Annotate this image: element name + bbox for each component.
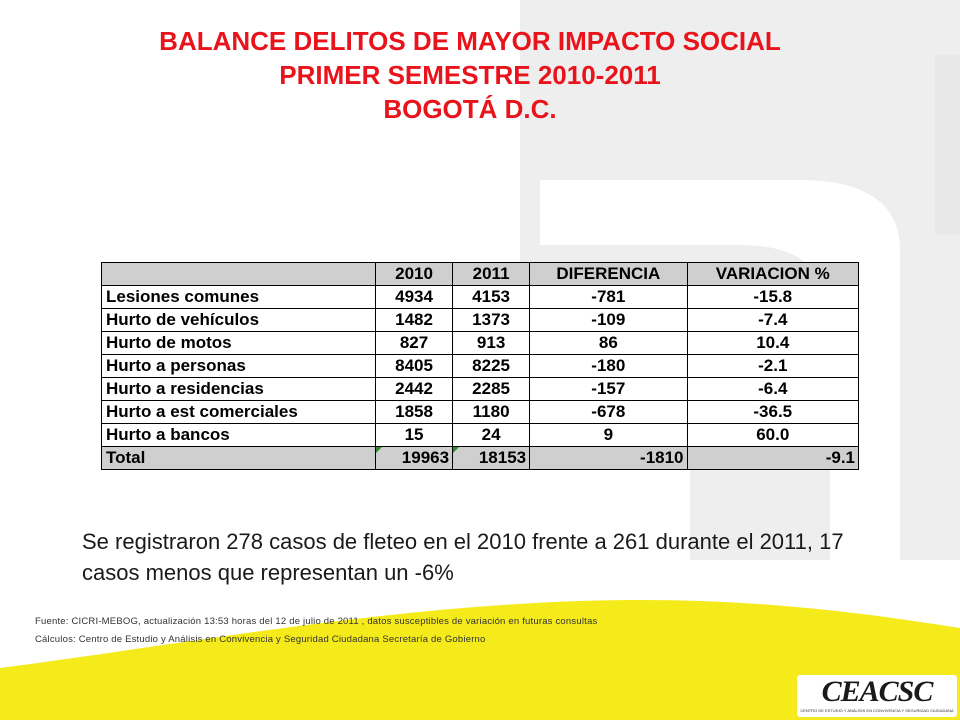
logo-subtitle: CENTRO DE ESTUDIO Y ANÁLISIS EN CONVIVENCIA Y SEGURIDAD CIUDADANA (800, 708, 954, 713)
total-var (687, 447, 858, 470)
total-label-text: Total (106, 448, 146, 467)
row-name: Hurto de vehículos (102, 309, 376, 332)
title-line-1: BALANCE DELITOS DE MAYOR IMPACTO SOCIAL (159, 26, 781, 56)
row-var: -7.4 (687, 309, 858, 332)
row-name: Lesiones comunes (102, 286, 376, 309)
row-2010: 15 (376, 424, 453, 447)
row-2011: 4153 (453, 286, 530, 309)
header-blank (102, 263, 376, 286)
table-row (102, 332, 859, 355)
ceacsc-logo (797, 675, 957, 717)
total-2011-value: 18153 (478, 448, 527, 467)
table-header-row (102, 263, 859, 286)
background-stripe (935, 55, 960, 235)
header-2011: 2011 (453, 263, 530, 286)
row-2011: 8225 (453, 355, 530, 378)
cell-error-marker (376, 447, 382, 453)
table-row (102, 355, 859, 378)
header-diferencia: DIFERENCIA (530, 263, 687, 286)
row-var: -36.5 (687, 401, 858, 424)
row-2010: 4934 (376, 286, 453, 309)
header-variacion: VARIACION % (687, 263, 858, 286)
row-diff: -180 (530, 355, 687, 378)
row-2011: 24 (453, 424, 530, 447)
row-diff: 9 (530, 424, 687, 447)
row-var: -15.8 (687, 286, 858, 309)
table-row (102, 424, 859, 447)
row-2011: 1180 (453, 401, 530, 424)
row-name: Hurto a bancos (102, 424, 376, 447)
row-diff: -109 (530, 309, 687, 332)
row-2010: 1482 (376, 309, 453, 332)
total-2010 (376, 447, 453, 470)
total-diff-value: -1810 (640, 448, 684, 467)
row-diff: -781 (530, 286, 687, 309)
row-name: Hurto a residencias (102, 378, 376, 401)
row-diff: -157 (530, 378, 687, 401)
row-2011: 1373 (453, 309, 530, 332)
table-row (102, 378, 859, 401)
row-name: Hurto a personas (102, 355, 376, 378)
logo-name: CEACSC (821, 675, 933, 708)
row-2010: 8405 (376, 355, 453, 378)
cell-error-marker (453, 447, 459, 453)
title-line-3: BOGOTÁ D.C. (383, 94, 557, 124)
row-var: -6.4 (687, 378, 858, 401)
calculation-note: Cálculos: Centro de Estudio y Análisis en Convivencia y Seguridad Ciudadana Secretaría de Gobierno (35, 634, 486, 645)
row-name: Hurto a est comerciales (102, 401, 376, 424)
total-diff (530, 447, 687, 470)
row-var: 10.4 (687, 332, 858, 355)
row-2010: 2442 (376, 378, 453, 401)
total-2011 (453, 447, 530, 470)
title-line-2: PRIMER SEMESTRE 2010-2011 (279, 60, 661, 90)
row-var: 60.0 (687, 424, 858, 447)
page-title (40, 24, 900, 126)
header-2010: 2010 (376, 263, 453, 286)
total-label (102, 447, 376, 470)
crime-balance-table (101, 262, 859, 470)
row-2011: 913 (453, 332, 530, 355)
table-row (102, 401, 859, 424)
row-2010: 1858 (376, 401, 453, 424)
row-diff: 86 (530, 332, 687, 355)
row-2011: 2285 (453, 378, 530, 401)
row-var: -2.1 (687, 355, 858, 378)
table-total-row (102, 447, 859, 470)
summary-text: Se registraron 278 casos de fleteo en el 2010 frente a 261 durante el 2011, 17 casos menos que representan un -6% (82, 529, 844, 585)
row-diff: -678 (530, 401, 687, 424)
source-note: Fuente: CICRI-MEBOG, actualización 13:53 horas del 12 de julio de 2011 , datos susceptibles de variación en futuras consultas (35, 616, 598, 627)
row-2010: 827 (376, 332, 453, 355)
table-row (102, 309, 859, 332)
row-name: Hurto de motos (102, 332, 376, 355)
table-row (102, 286, 859, 309)
total-2010-value: 19963 (401, 448, 450, 467)
total-var-value: -9.1 (825, 448, 855, 467)
